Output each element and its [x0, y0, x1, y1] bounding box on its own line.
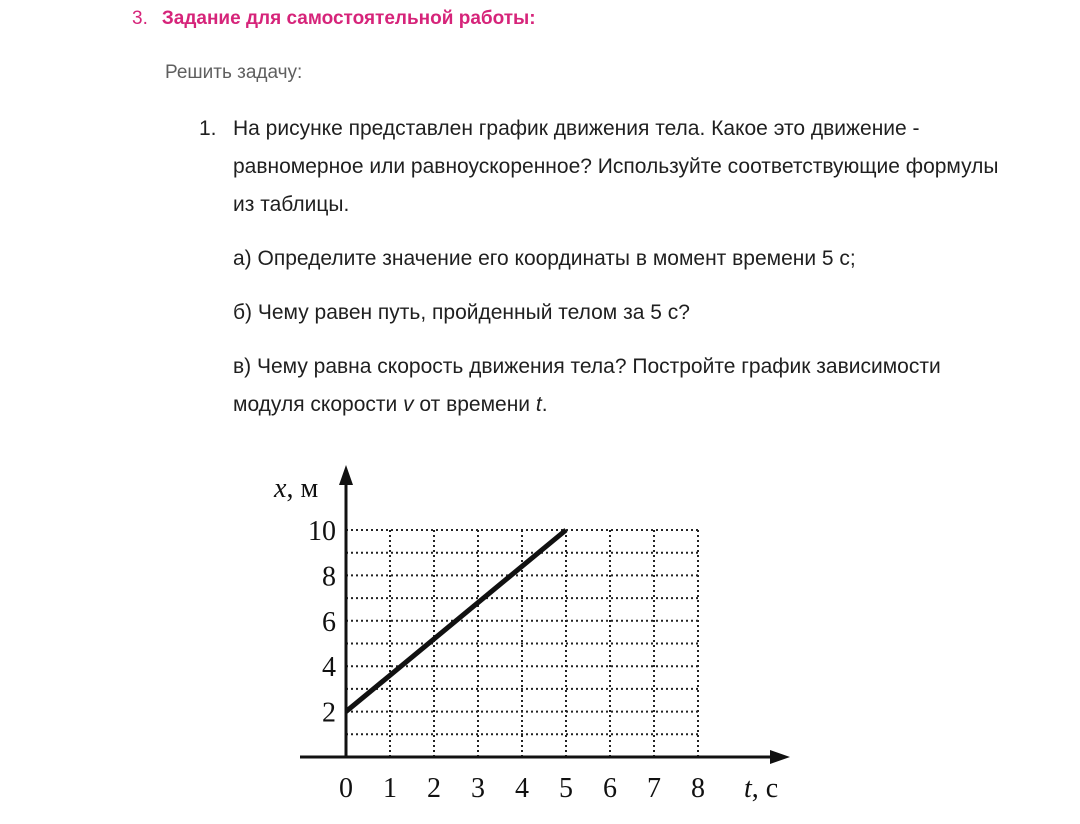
- x-axis-arrow: [770, 750, 790, 764]
- task-item: [199, 110, 999, 424]
- y-tick-label: 2: [322, 697, 336, 729]
- x-tick-label: 1: [383, 773, 397, 804]
- question-c-v: v: [403, 393, 414, 416]
- section-title: Задание для самостоятельной работы:: [161, 8, 536, 29]
- y-tick-label: 10: [308, 516, 336, 547]
- motion-chart: [260, 455, 820, 815]
- section-number: 3.: [132, 8, 148, 29]
- question-a: а) Определите значение его координаты в момент времени 5 с;: [233, 247, 856, 270]
- question-c-part2: от времени: [413, 393, 536, 416]
- question-c-part1: в) Чему равна скорость движения тела? Постройте график зависимости модуля скорости: [233, 355, 941, 416]
- x-tick-label: 5: [559, 773, 573, 804]
- y-tick-label: 8: [322, 561, 336, 593]
- task-number: 1.: [199, 117, 217, 140]
- x-tick-label: 0: [339, 773, 353, 804]
- motion-chart-svg: [260, 455, 820, 815]
- y-tick-label: 6: [322, 606, 336, 638]
- question-c-end: .: [541, 393, 548, 416]
- x-tick-label: 2: [427, 773, 441, 804]
- question-c: [233, 348, 999, 424]
- x-tick-label: 8: [691, 773, 705, 804]
- x-tick-label: 3: [471, 773, 485, 804]
- y-axis-arrow: [339, 465, 353, 485]
- x-tick-label: 7: [647, 773, 661, 804]
- task-body: [233, 110, 999, 424]
- x-axis-title: t, с: [744, 773, 779, 804]
- subheading: Решить задачу:: [165, 62, 303, 83]
- y-axis-title: x, м: [274, 473, 319, 504]
- x-tick-label: 4: [515, 773, 529, 804]
- question-b: б) Чему равен путь, пройденный телом за 5 с?: [233, 301, 690, 324]
- task-text: На рисунке представлен график движения тела. Какое это движение - равномерное или равноускоренное? Используйте соответствующие формулы из таблицы.: [233, 117, 999, 216]
- question-c-t: t: [535, 393, 542, 416]
- y-tick-label: 4: [322, 652, 336, 684]
- section-heading: [132, 6, 536, 32]
- x-tick-label: 6: [603, 773, 617, 804]
